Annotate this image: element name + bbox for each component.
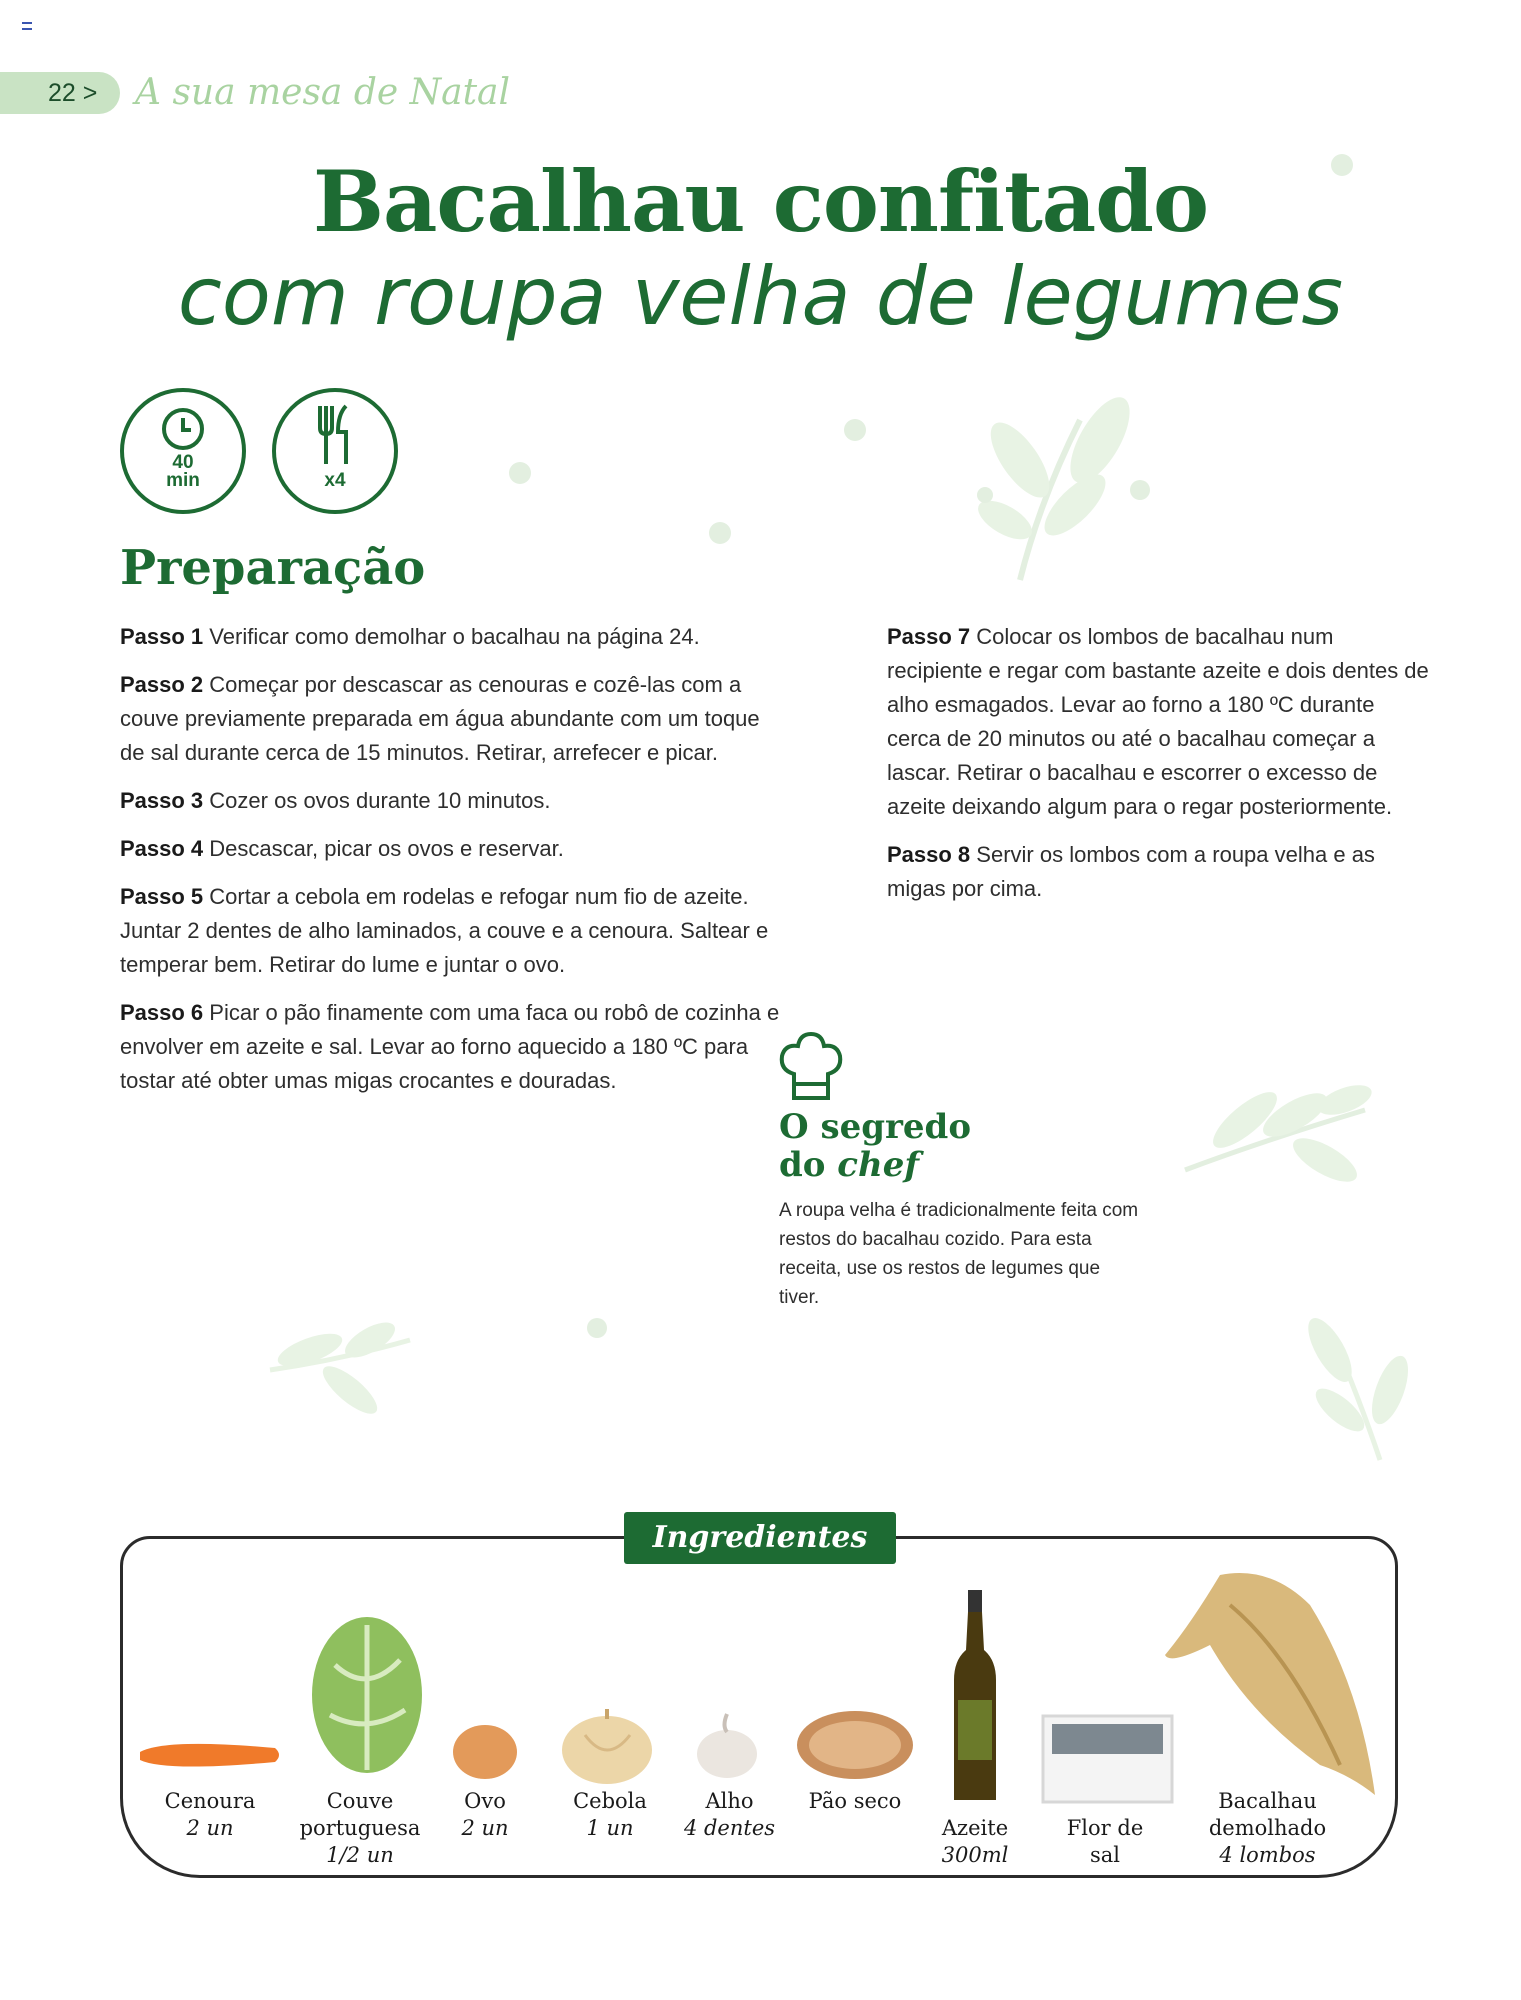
- servings-badge: [272, 388, 398, 514]
- salt-box-icon: [1040, 1710, 1175, 1805]
- chevron-right-icon: >: [82, 79, 98, 107]
- ingredient-item: Alho 4 dentes: [683, 1789, 776, 1840]
- olive-oil-bottle-icon: [950, 1590, 1000, 1805]
- leaf-decoration-bottom-left: [260, 1310, 620, 1450]
- page-number: [48, 79, 97, 108]
- cutlery-icon: [314, 404, 356, 466]
- leaf-decoration-right: [1175, 1070, 1375, 1190]
- recipe-subtitle: com roupa velha de legumes: [177, 250, 1344, 343]
- clock-icon: [160, 406, 206, 452]
- preparation-heading: Preparação: [120, 540, 426, 596]
- time-badge: [120, 388, 246, 514]
- chef-secret-text: A roupa velha é tradicionalmente feita com restos do bacalhau cozido. Para esta receita, use os restos de legumes que tiver.: [779, 1200, 1139, 1308]
- step-4: Passo 4 Descascar, picar os ovos e reservar.: [120, 836, 564, 861]
- onion-icon: [560, 1705, 655, 1785]
- carrot-icon: [135, 1730, 285, 1780]
- ingredients-heading: Ingredientes: [624, 1512, 896, 1564]
- time-value: 40: [172, 452, 194, 473]
- step-1: Passo 1 Verificar como demolhar o bacalhau na página 24.: [120, 624, 700, 649]
- steps-column-right: [887, 620, 1432, 920]
- step-6: Passo 6 Picar o pão finamente com uma faca ou robô de cozinha e envolver em azeite e sal. Levar ao forno aquecido a 180 ºC para tostar até obter umas migas crocantes e douradas.: [120, 1000, 780, 1093]
- bread-icon: [795, 1705, 915, 1785]
- recipe-title: Bacalhau confitado: [312, 152, 1208, 251]
- cabbage-icon: [305, 1605, 430, 1775]
- section-title: A sua mesa de Natal: [135, 72, 511, 113]
- step-3: Passo 3 Cozer os ovos durante 10 minutos.: [120, 788, 551, 813]
- time-unit: min: [166, 470, 200, 491]
- ingredient-item: Cenoura 2 un: [164, 1789, 256, 1840]
- page-number-value: 22: [48, 79, 76, 107]
- leaf-decoration-bottom-right: [1290, 1310, 1440, 1470]
- menu-icon[interactable]: [22, 22, 32, 30]
- step-5: Passo 5 Cortar a cebola em rodelas e refogar num fio de azeite. Juntar 2 dentes de alho laminados, a couve e a cenoura. Saltear e temperar bem. Retirar do lume e juntar o ovo.: [120, 884, 769, 977]
- ingredient-item: Azeite 300ml: [941, 1816, 1009, 1867]
- ingredient-item: Bacalhau demolhado 4 lombos: [1208, 1789, 1327, 1867]
- chef-secret-title: O segredo do chef: [779, 1107, 971, 1185]
- egg-icon: [450, 1722, 520, 1782]
- ingredient-item: Flor de sal: [1066, 1816, 1144, 1867]
- ingredient-item: Couve portuguesa 1/2 un: [299, 1789, 421, 1867]
- garlic-icon: [692, 1710, 762, 1780]
- step-2: Passo 2 Começar por descascar as cenouras e cozê-las com a couve previamente preparada em água abundante com um toque de sal durante cerca de 15 minutos. Retirar, arrefecer e picar.: [120, 672, 760, 765]
- step-8: Passo 8 Servir os lombos com a roupa velha e as migas por cima.: [887, 842, 1375, 901]
- cod-icon: [1160, 1565, 1385, 1810]
- ingredient-item: Cebola 1 un: [573, 1789, 647, 1840]
- steps-column-left: [120, 620, 780, 1112]
- chef-hat-icon: [776, 1030, 846, 1102]
- step-7: Passo 7 Colocar os lombos de bacalhau num recipiente e regar com bastante azeite e dois dentes de alho esmagados. Levar ao forno a 180 ºC durante cerca de 20 minutos ou até o bacalhau começar a lascar. Retirar o bacalhau e escorrer o excesso de azeite deixando algum para o regar posteriormente.: [887, 624, 1429, 819]
- ingredient-item: Ovo 2 un: [461, 1789, 509, 1840]
- ingredient-item: Pão seco: [808, 1789, 902, 1813]
- servings-value: x4: [324, 470, 346, 491]
